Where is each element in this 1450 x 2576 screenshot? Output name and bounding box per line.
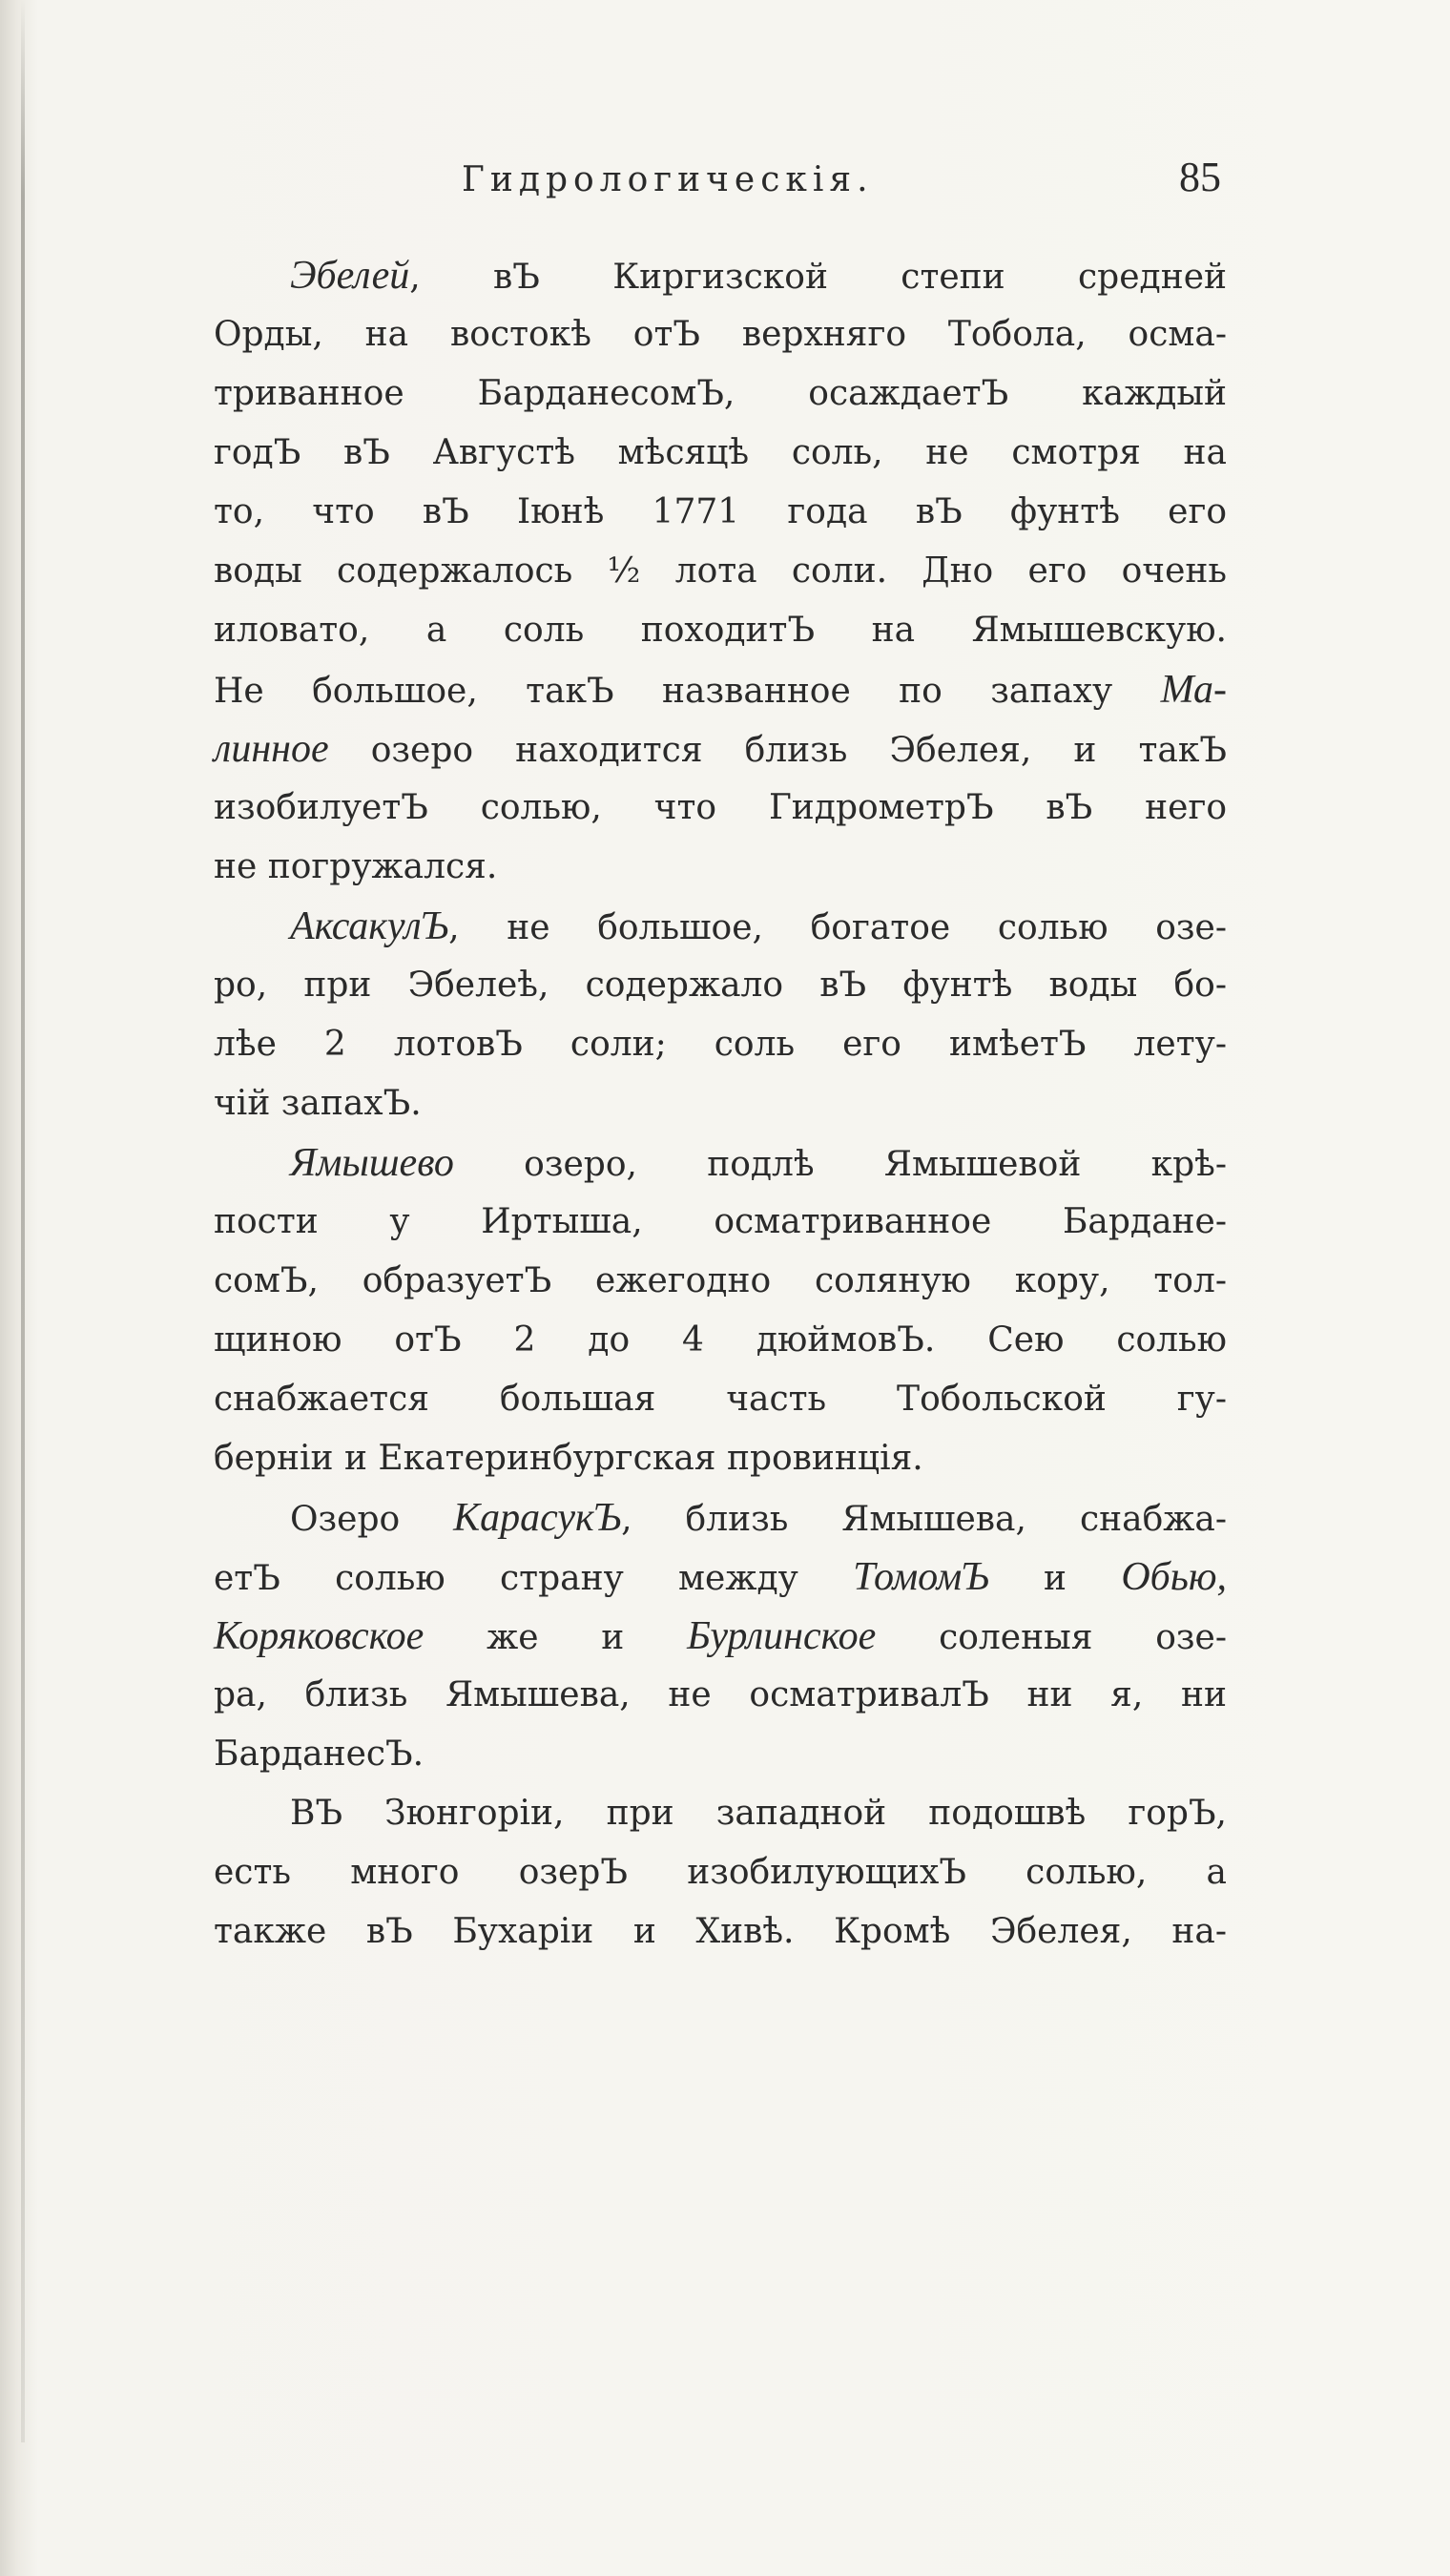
text-run: ВЪ Зюнгоріи, при западной подошвѣ горЪ,: [290, 1794, 1227, 1833]
text-run: ро, при Эбелеѣ, содержало вЪ фунтѣ воды бо-: [214, 966, 1227, 1005]
text-run: и: [988, 1559, 1122, 1598]
text-run: , близь Ямышева, снабжа-: [621, 1500, 1227, 1539]
italic-term: АксакулЪ: [290, 904, 449, 948]
text-run: снабжается большая часть Тобольской гу-: [214, 1380, 1227, 1419]
text-run: воды содержалось ½ лота соли. Дно его очень: [214, 551, 1227, 591]
page-spine-shadow: [21, 0, 25, 2442]
text-run: годЪ вЪ Августѣ мѣсяцѣ соль, не смотря на: [214, 433, 1227, 472]
text-run: щиною отЪ 2 до 4 дюймовЪ. Сею солью: [214, 1320, 1227, 1360]
text-run: озеро находится близь Эбелея, и такЪ: [328, 731, 1227, 770]
text-line: [214, 601, 1227, 660]
text-run: Озеро: [290, 1500, 454, 1539]
text-run: ра, близь Ямышева, не осматривалЪ ни я, ни: [214, 1675, 1227, 1714]
italic-term: ТомомЪ: [853, 1555, 989, 1599]
text-line: [214, 542, 1227, 601]
text-line: [214, 1607, 1227, 1666]
text-run: сомЪ, образуетЪ ежегодно соляную кору, тол-: [214, 1261, 1227, 1300]
italic-term: линное: [214, 727, 329, 771]
text-line: [214, 1133, 1227, 1193]
text-line: [214, 246, 1227, 305]
text-run: чій запахЪ.: [214, 1084, 422, 1123]
text-line: [214, 779, 1227, 838]
text-line: [214, 1311, 1227, 1370]
text-line: [214, 1252, 1227, 1311]
text-line: [214, 719, 1227, 779]
text-line: [214, 1666, 1227, 1725]
text-run: не погружался.: [214, 847, 498, 886]
text-run: соленыя озе-: [876, 1618, 1228, 1657]
text-line: [214, 305, 1227, 364]
text-line: [214, 1074, 1227, 1133]
text-line: [214, 838, 1227, 897]
text-line: [214, 1725, 1227, 1784]
text-line: [214, 1193, 1227, 1252]
italic-term: Ямышево: [290, 1141, 454, 1185]
running-title: Гидрологическія.: [462, 160, 874, 199]
text-run: Орды, на востокѣ отЪ верхняго Тобола, осма-: [214, 315, 1227, 354]
text-line: [214, 1370, 1227, 1429]
text-line: [214, 897, 1227, 956]
text-line: [214, 424, 1227, 483]
text-line: [214, 1429, 1227, 1488]
text-run: то, что вЪ Іюнѣ 1771 года вЪ фунтѣ его: [214, 492, 1227, 531]
running-header: [210, 153, 1221, 210]
text-run: пости у Иртыша, осматриванное Бардане-: [214, 1202, 1227, 1241]
text-run: лѣе 2 лотовЪ соли; соль его имѣетЪ лету-: [214, 1025, 1227, 1064]
text-line: [214, 1843, 1227, 1902]
text-run: БарданесЪ.: [214, 1735, 425, 1774]
text-run: берніи и Екатеринбургская провинція.: [214, 1439, 923, 1478]
italic-term: Коряковское: [214, 1614, 425, 1658]
text-line: [214, 1488, 1227, 1548]
text-run: озеро, подлѣ Ямышевой крѣ-: [453, 1145, 1227, 1184]
italic-term: Ма-: [1160, 668, 1227, 712]
text-run: етЪ солью страну между: [214, 1559, 854, 1598]
text-run: , вЪ Киргизской степи средней: [409, 258, 1227, 297]
italic-term: КарасукЪ: [453, 1496, 622, 1540]
text-run: иловато, а соль походитЪ на Ямышевскую.: [214, 611, 1227, 650]
text-run: изобилуетЪ солью, что ГидрометрЪ вЪ него: [214, 788, 1227, 827]
text-line: [214, 364, 1227, 424]
text-run: также вЪ Бухаріи и Хивѣ. Кромѣ Эбелея, на-: [214, 1912, 1227, 1951]
text-line: [214, 1548, 1227, 1607]
italic-term: Эбелей: [290, 254, 410, 298]
text-run: триванное БарданесомЪ, осаждаетЪ каждый: [214, 374, 1227, 413]
text-run: , не большое, богатое солью озе-: [448, 908, 1227, 947]
text-line: [214, 1015, 1227, 1074]
text-run: же и: [424, 1618, 688, 1657]
text-line: [214, 1784, 1227, 1843]
text-line: [214, 1902, 1227, 1962]
text-line: [214, 660, 1227, 719]
text-run: Не большое, такЪ названное по запаху: [214, 672, 1161, 711]
italic-term: Бурлинское: [687, 1614, 877, 1658]
text-line: [214, 956, 1227, 1015]
text-line: [214, 483, 1227, 542]
italic-term: Обью,: [1121, 1555, 1227, 1599]
text-run: есть много озерЪ изобилующихЪ солью, а: [214, 1853, 1227, 1892]
page-number: 85: [1179, 154, 1221, 200]
body-text: [214, 246, 1227, 1962]
